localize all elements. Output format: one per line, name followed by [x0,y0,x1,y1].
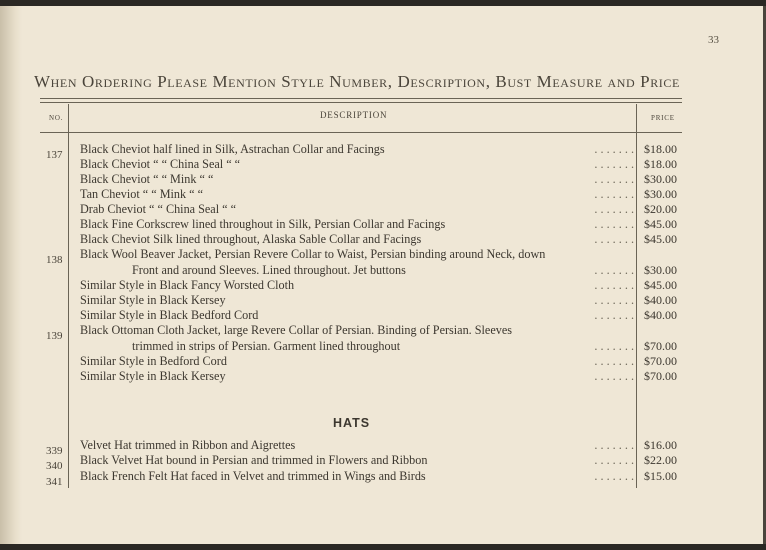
price-value: $40.00 [644,308,677,322]
hat-description: Black Velvet Hat bound in Persian and trimmed in Flowers and Ribbon [80,453,428,467]
dot-leader: . . . . . . . [594,293,634,307]
coat-row [80,157,634,172]
dot-leader: . . . . . . . [594,469,634,483]
price-value: $18.00 [644,142,677,156]
coat-row [80,187,634,202]
coat-description: Similar Style in Black Fancy Worsted Cloth [80,278,295,292]
coat-row [132,263,634,278]
coat-description: Black Cheviot Silk lined throughout, Alaska Sable Collar and Facings [80,232,422,246]
hat-row [80,453,634,468]
coat-row [80,142,634,157]
price-value: $40.00 [644,293,677,307]
dot-leader: . . . . . . . [594,369,634,383]
price-value: $18.00 [644,157,677,171]
style-number: 340 [46,460,63,472]
dot-leader: . . . . . . . [594,354,634,368]
dot-leader: . . . . . . . [594,438,634,452]
price-value: $45.00 [644,232,677,246]
price-value: $70.00 [644,339,677,353]
coat-row [80,308,634,323]
dot-leader: . . . . . . . [594,308,634,322]
coat-row [80,217,634,232]
style-number: 139 [46,330,63,342]
coat-row [80,369,634,384]
price-value: $20.00 [644,202,677,216]
coat-row [80,354,634,369]
coat-description: Black Ottoman Cloth Jacket, large Revere Collar of Persian. Binding of Persian. Sleeves [80,323,512,337]
dot-leader: . . . . . . . [594,142,634,156]
page-heading: When Ordering Please Mention Style Number, Description, Bust Measure and Price [34,72,680,91]
hat-row [80,438,634,453]
header-rule-double [40,102,682,103]
column-header-description: DESCRIPTION [320,110,388,120]
price-value: $16.00 [644,438,677,452]
coat-description: Tan Cheviot “ “ Mink “ “ [80,187,204,201]
hat-description: Black French Felt Hat faced in Velvet and trimmed in Wings and Birds [80,469,426,483]
price-value: $30.00 [644,172,677,186]
coat-description: trimmed in strips of Persian. Garment lined throughout [132,339,401,353]
style-number: 138 [46,254,63,266]
price-value: $15.00 [644,469,677,483]
hat-description: Velvet Hat trimmed in Ribbon and Aigrettes [80,438,296,452]
binding-gutter [0,6,22,544]
price-value: $30.00 [644,187,677,201]
coat-row [80,232,634,247]
header-rule-bottom [40,132,682,133]
style-number: 341 [46,476,63,488]
price-value: $22.00 [644,453,677,467]
coat-description: Similar Style in Black Bedford Cord [80,308,259,322]
dot-leader: . . . . . . . [594,217,634,231]
coat-description: Front and around Sleeves. Lined throughout. Jet buttons [132,263,406,277]
dot-leader: . . . . . . . [594,339,634,353]
coat-description: Similar Style in Black Kersey [80,369,226,383]
price-value: $45.00 [644,278,677,292]
coat-row [132,339,634,354]
coat-row [80,247,634,262]
dot-leader: . . . . . . . [594,202,634,216]
dot-leader: . . . . . . . [594,453,634,467]
coat-description: Black Cheviot “ “ China Seal “ “ [80,157,241,171]
style-number: 339 [46,445,63,457]
coat-row [80,278,634,293]
dot-leader: . . . . . . . [594,263,634,277]
column-header-price: PRICE [651,114,675,122]
coat-row [80,323,634,338]
dot-leader: . . . . . . . [594,172,634,186]
price-value: $45.00 [644,217,677,231]
coat-row [80,202,634,217]
price-value: $70.00 [644,354,677,368]
dot-leader: . . . . . . . [594,278,634,292]
dot-leader: . . . . . . . [594,187,634,201]
coat-description: Black Cheviot “ “ Mink “ “ [80,172,214,186]
catalog-page [0,6,766,544]
price-value: $70.00 [644,369,677,383]
coat-description: Similar Style in Bedford Cord [80,354,227,368]
page-number: 33 [708,34,719,46]
coat-description: Black Cheviot half lined in Silk, Astrachan Collar and Facings [80,142,385,156]
hat-row [80,469,634,484]
header-rule-top [40,98,682,99]
dot-leader: . . . . . . . [594,157,634,171]
style-number: 137 [46,149,63,161]
coat-row [80,172,634,187]
price-value: $30.00 [644,263,677,277]
coat-description: Black Fine Corkscrew lined throughout in Silk, Persian Collar and Facings [80,217,446,231]
coat-row [80,293,634,308]
coat-description: Drab Cheviot “ “ China Seal “ “ [80,202,237,216]
dot-leader: . . . . . . . [594,232,634,246]
coat-description: Black Wool Beaver Jacket, Persian Revere Collar to Waist, Persian binding around Neck, down [80,247,546,261]
hats-section-title: HATS [333,416,371,430]
column-header-no: NO. [49,114,64,122]
price-column-divider [636,104,637,488]
coat-description: Similar Style in Black Kersey [80,293,226,307]
number-column-divider [68,104,69,488]
